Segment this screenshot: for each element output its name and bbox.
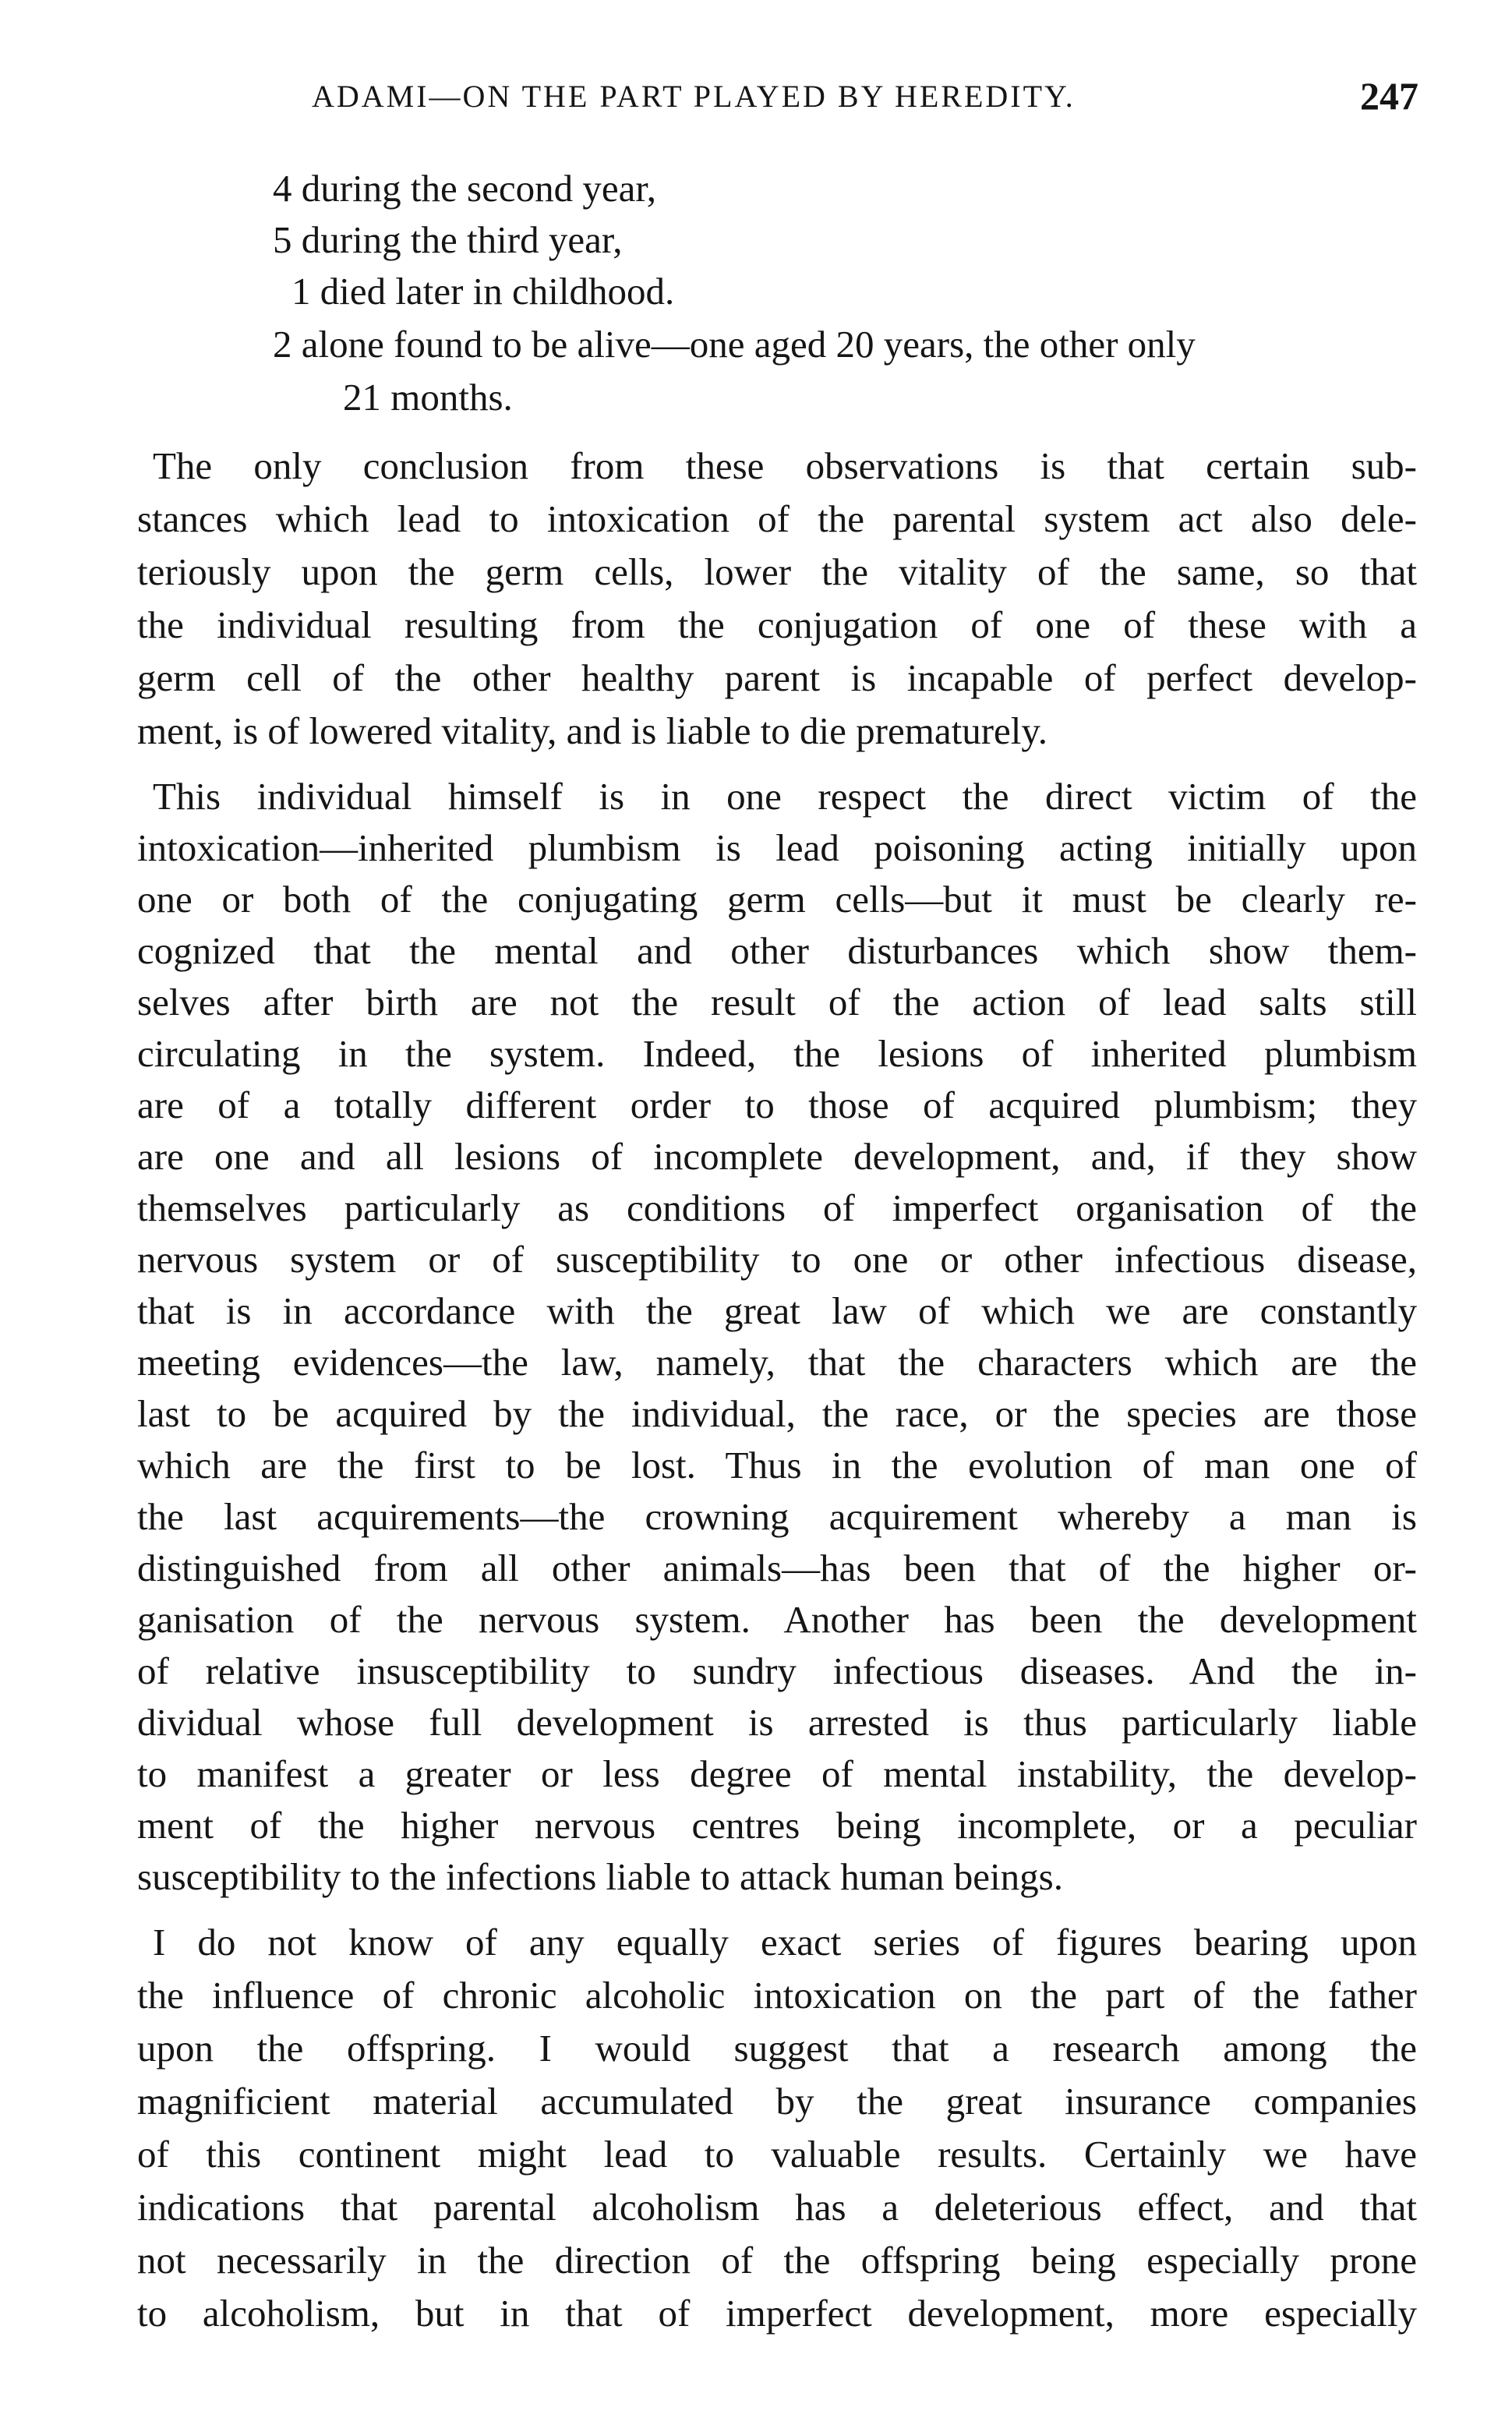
list-item: 1 died later in childhood. <box>291 270 675 313</box>
paragraph-line: last to be acquired by the individual, the race, or the species are those <box>137 1392 1417 1435</box>
running-title: ADAMI—ON THE PART PLAYED BY HEREDITY. <box>312 79 1076 114</box>
paragraph-line: upon the offspring. I would suggest that a research among the <box>137 2027 1417 2070</box>
paragraph-line: the influence of chronic alcoholic intoxication on the part of the father <box>137 1974 1417 2017</box>
paragraph-line: ganisation of the nervous system. Another has been the development <box>137 1598 1417 1641</box>
page-number: 247 <box>1360 74 1418 118</box>
paragraph-line: which are the first to be lost. Thus in the evolution of man one of <box>137 1444 1417 1486</box>
paragraph-line: cognized that the mental and other disturbances which show them- <box>137 929 1417 972</box>
paragraph-line: one or both of the conjugating germ cells—but it must be clearly re- <box>137 878 1417 921</box>
paragraph-line: distinguished from all other animals—has been that of the higher or- <box>137 1547 1417 1589</box>
paragraph-line: selves after birth are not the result of the action of lead salts still <box>137 981 1417 1023</box>
paragraph-line: indications that parental alcoholism has a deleterious effect, and that <box>137 2186 1417 2229</box>
paragraph-line: are one and all lesions of incomplete development, and, if they show <box>137 1135 1417 1178</box>
paragraph-line: of this continent might lead to valuable results. Certainly we have <box>137 2133 1417 2176</box>
paragraph-line: meeting evidences—the law, namely, that the characters which are the <box>137 1341 1417 1384</box>
paragraph-line: intoxication—inherited plumbism is lead poisoning acting initially upon <box>137 826 1417 869</box>
paragraph-line: circulating in the system. Indeed, the lesions of inherited plumbism <box>137 1032 1417 1075</box>
list-item: 5 during the third year, <box>273 218 623 261</box>
paragraph-line: are of a totally different order to those of acquired plumbism; they <box>137 1083 1417 1126</box>
list-item: 21 months. <box>343 376 513 419</box>
paragraph-line: nervous system or of susceptibility to one or other infectious disease, <box>137 1238 1417 1281</box>
paragraph-line: I do not know of any equally exact series of figures bearing upon <box>153 1921 1417 1964</box>
paragraph-line: germ cell of the other healthy parent is incapable of perfect develop- <box>137 656 1417 699</box>
paragraph-line: to alcoholism, but in that of imperfect development, more especially <box>137 2292 1417 2335</box>
paragraph-line: the individual resulting from the conjugation of one of these with a <box>137 603 1417 646</box>
paragraph-line: of relative insusceptibility to sundry infectious diseases. And the in- <box>137 1649 1417 1692</box>
paragraph-line: This individual himself is in one respect the direct victim of the <box>153 775 1417 818</box>
paragraph-line: themselves particularly as conditions of imperfect organisation of the <box>137 1186 1417 1229</box>
list-item: 4 during the second year, <box>273 167 656 210</box>
paragraph-line: magnificient material accumulated by the great insurance companies <box>137 2080 1417 2123</box>
paragraph-line: susceptibility to the infections liable to attack human beings. <box>137 1855 1063 1898</box>
paragraph-line: the last acquirements—the crowning acquirement whereby a man is <box>137 1495 1417 1538</box>
paragraph-line: to manifest a greater or less degree of mental instability, the develop- <box>137 1752 1417 1795</box>
paragraph-line: ment of the higher nervous centres being incomplete, or a peculiar <box>137 1804 1417 1847</box>
running-head <box>312 74 1418 125</box>
paragraph-line: that is in accordance with the great law of which we are constantly <box>137 1289 1417 1332</box>
paragraph-line: dividual whose full development is arrested is thus particularly liable <box>137 1701 1417 1744</box>
paragraph-line: teriously upon the germ cells, lower the vitality of the same, so that <box>137 550 1417 593</box>
paragraph-line: The only conclusion from these observations is that certain sub- <box>153 444 1417 487</box>
list-item: 2 alone found to be alive—one aged 20 years, the other only <box>273 323 1196 366</box>
paragraph-line: not necessarily in the direction of the offspring being especially prone <box>137 2239 1417 2282</box>
paragraph-line: ment, is of lowered vitality, and is liable to die prematurely. <box>137 709 1047 752</box>
paragraph-line: stances which lead to intoxication of the parental system act also dele- <box>137 497 1417 540</box>
